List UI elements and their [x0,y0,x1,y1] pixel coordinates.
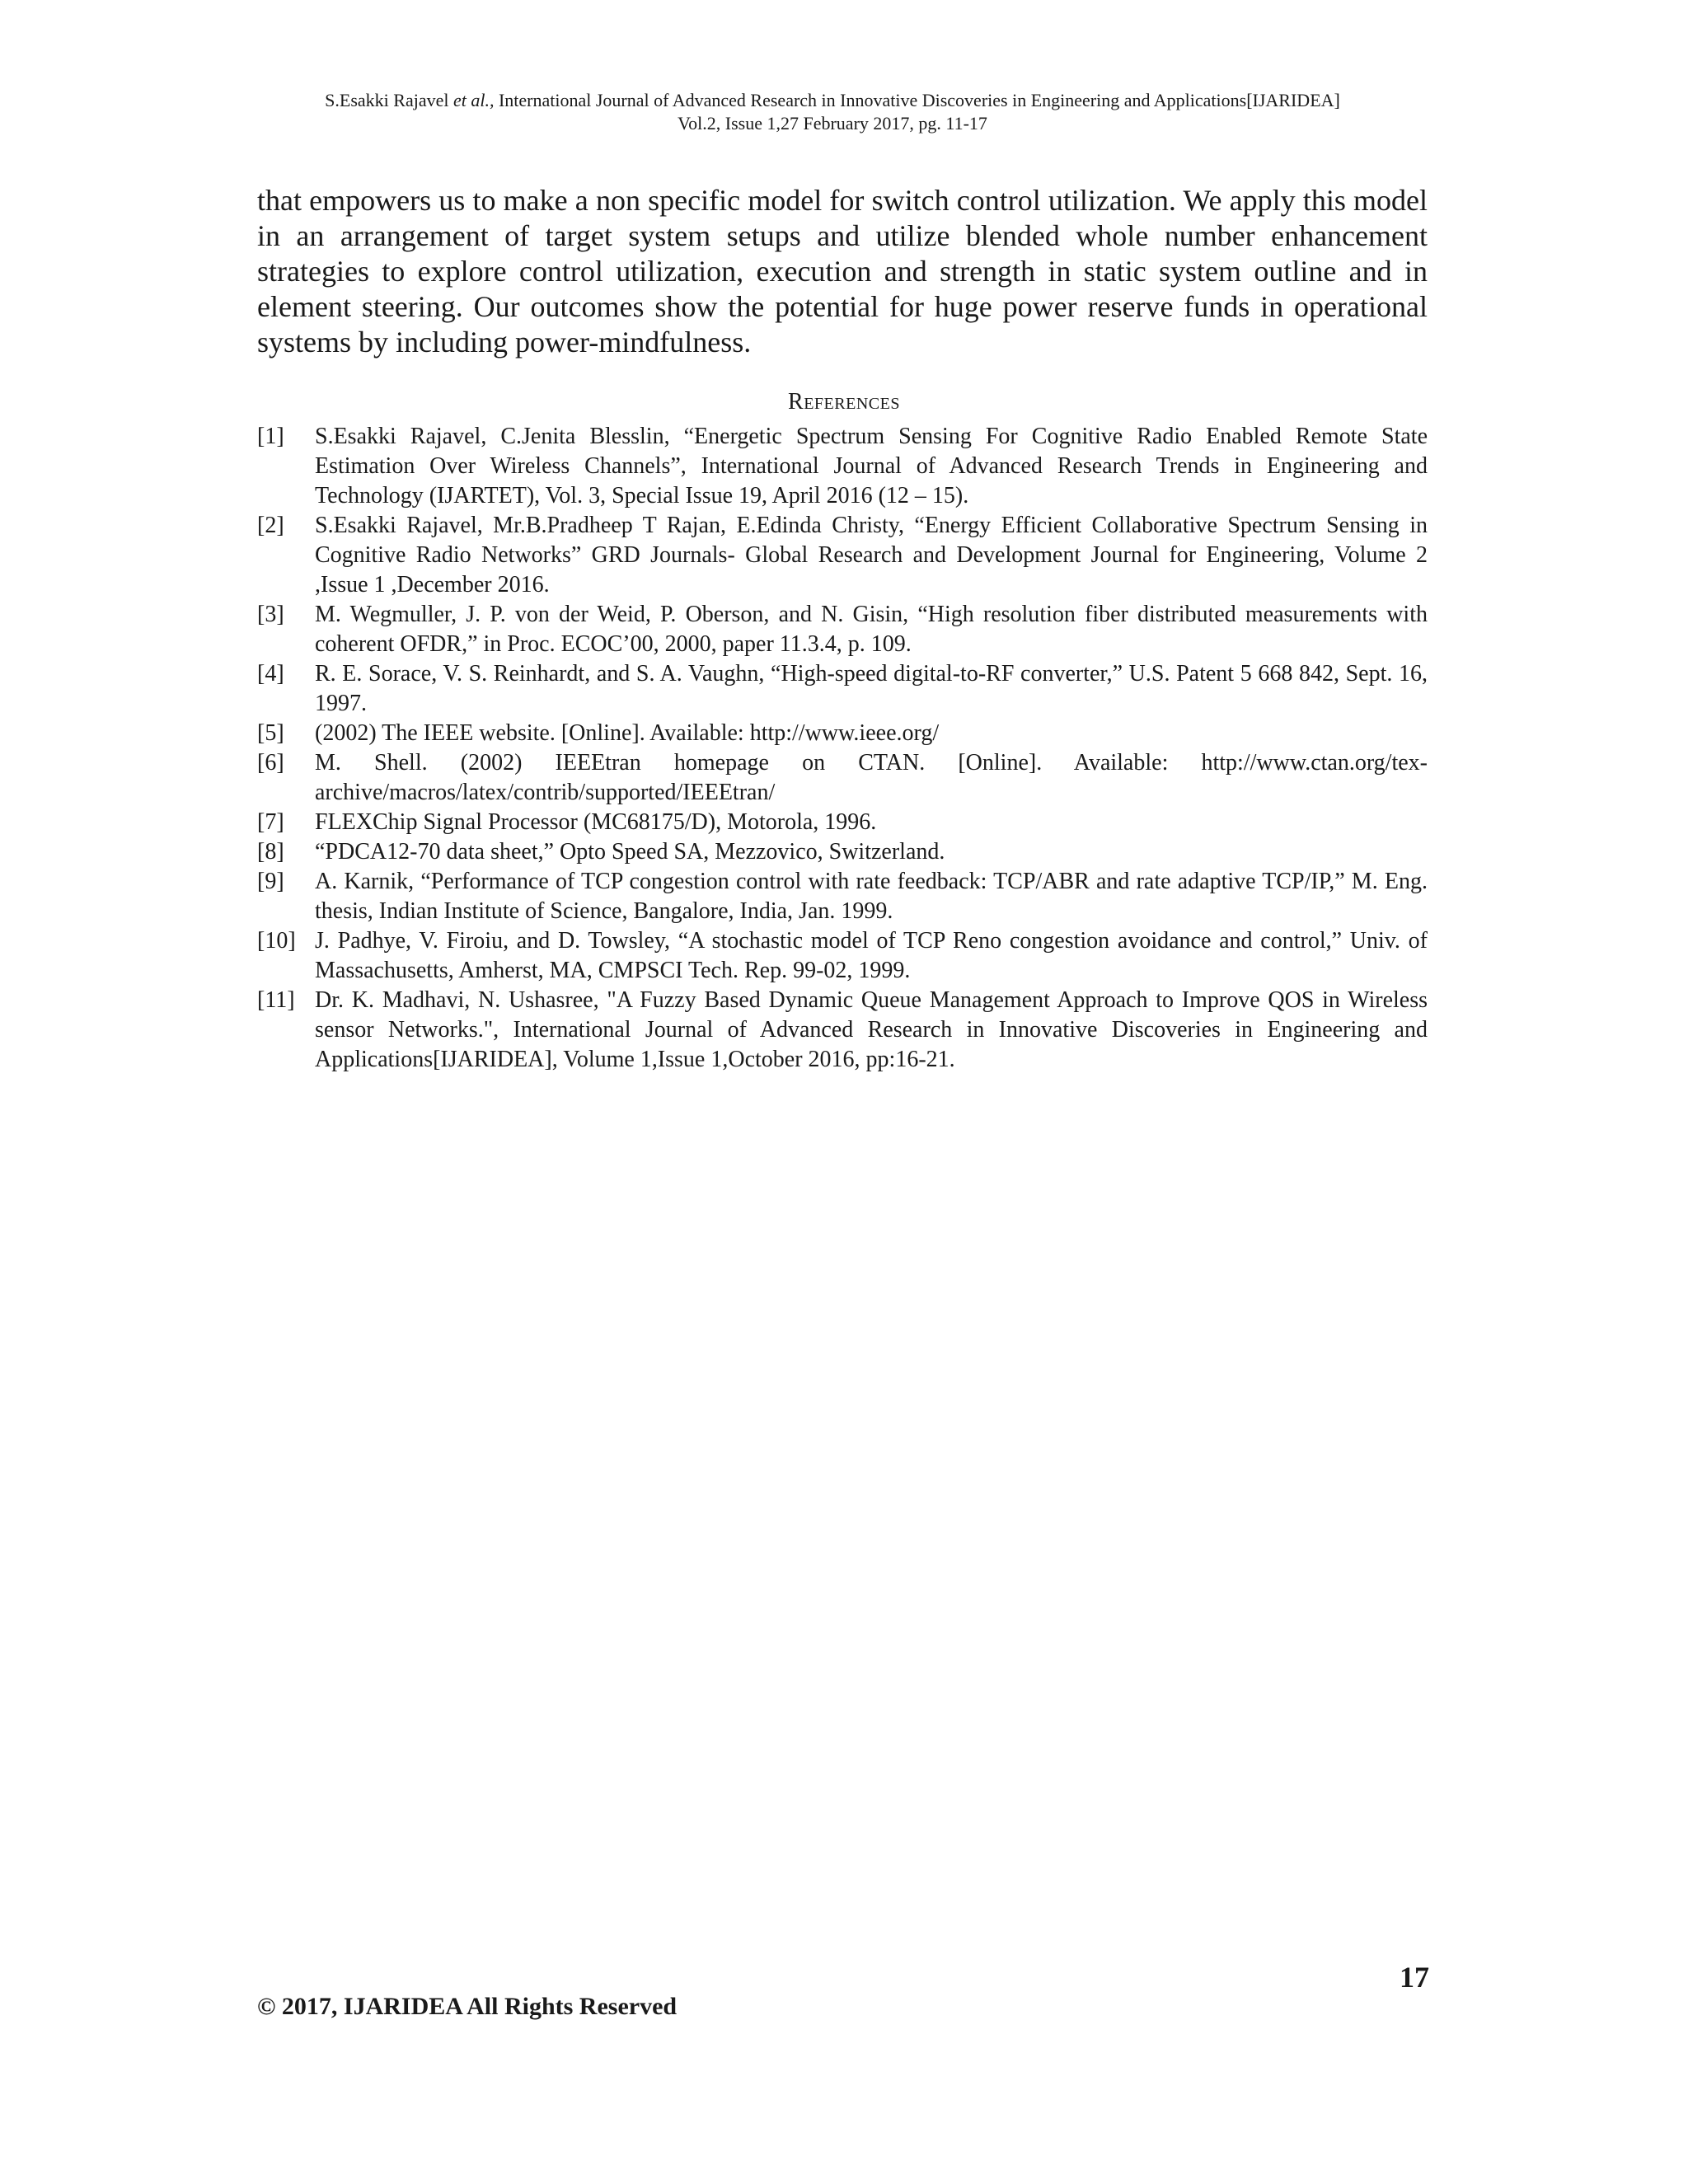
reference-number: [9] [257,869,284,894]
header-citation-line [247,89,1418,112]
reference-number: [3] [257,602,284,627]
reference-number: [10] [257,928,296,954]
reference-text: S.Esakki Rajavel, C.Jenita Blesslin, “Energetic Spectrum Sensing For Cognitive Radio Enabled Remote State Estimation Over Wireless Channels”, International Journal of Advanced Research Trends in Engineering and Technology (IJARTET), Vol. 3, Special Issue 19, April 2016 (12 – 15). [315,424,1428,509]
reference-text: (2002) The IEEE website. [Online]. Available: http://www.ieee.org/ [315,720,940,746]
header-issue: Vol.2, Issue 1,27 February 2017, pg. 11-17 [678,113,987,134]
body-paragraph: that empowers us to make a non specific model for switch control utilization. We apply this model in an arrangement of target system setups and utilize blended whole number enhancement strategies to explore control utilization, execution and strength in static system outline and in element steering. Our outcomes show the potential for huge power reserve funds in operational systems by including power-mindfulness. [257,184,1428,359]
reference-number: [1] [257,424,284,449]
references-heading: References [788,389,900,415]
header-journal: International Journal of Advanced Research in Innovative Discoveries in Engineering and Applications[IJARIDEA] [498,90,1340,110]
reference-item [257,926,1428,986]
reference-number: [5] [257,720,284,746]
reference-item [257,659,1428,719]
header-author: S.Esakki Rajavel [325,90,449,110]
reference-item [257,422,1428,511]
reference-item [257,867,1428,926]
reference-text: M. Wegmuller, J. P. von der Weid, P. Oberson, and N. Gisin, “High resolution fiber distributed measurements with coherent OFDR,” in Proc. ECOC’00, 2000, paper 11.3.4, p. 109. [315,602,1428,657]
reference-text: “PDCA12-70 data sheet,” Opto Speed SA, Mezzovico, Switzerland. [315,839,945,865]
reference-text: Dr. K. Madhavi, N. Ushasree, "A Fuzzy Based Dynamic Queue Management Approach to Improve QOS in Wireless sensor Networks.", International Journal of Advanced Research in Innovative Discoveries in Engineering and Applications[IJARIDEA], Volume 1,Issue 1,October 2016, pp:16-21. [315,987,1428,1072]
reference-number: [7] [257,809,284,835]
header-author-etal: et al., [452,90,495,110]
reference-text: R. E. Sorace, V. S. Reinhardt, and S. A. Vaughn, “High-speed digital-to-RF converter,” U.S. Patent 5 668 842, Sept. 16, 1997. [315,661,1428,716]
reference-item [257,986,1428,1075]
reference-number: [11] [257,987,295,1013]
reference-item [257,837,1428,867]
reference-number: [4] [257,661,284,687]
reference-item [257,600,1428,659]
page-number: 17 [1400,1961,1429,1994]
reference-text: J. Padhye, V. Firoiu, and D. Towsley, “A stochastic model of TCP Reno congestion avoidance and control,” Univ. of Massachusetts, Amherst, MA, CMPSCI Tech. Rep. 99-02, 1999. [315,928,1428,983]
reference-text: M. Shell. (2002) IEEEtran homepage on CTAN. [Online]. Available: http://www.ctan.org/tex-archive/macros/latex/contrib/supported/IEEEtran/ [315,750,1428,805]
reference-item [257,511,1428,600]
copyright-footer: © 2017, IJARIDEA All Rights Reserved [257,1993,678,2020]
reference-item [257,719,1428,748]
running-header [247,89,1418,135]
reference-item [257,808,1428,837]
reference-number: [2] [257,513,284,538]
reference-number: [6] [257,750,284,776]
reference-text: FLEXChip Signal Processor (MC68175/D), Motorola, 1996. [315,809,877,835]
reference-text: S.Esakki Rajavel, Mr.B.Pradheep T Rajan, E.Edinda Christy, “Energy Efficient Collaborative Spectrum Sensing in Cognitive Radio Networks” GRD Journals- Global Research and Development Journal for Engineering, Volume 2 ,Issue 1 ,December 2016. [315,513,1428,598]
reference-item [257,748,1428,808]
reference-text: A. Karnik, “Performance of TCP congestion control with rate feedback: TCP/ABR and rate adaptive TCP/IP,” M. Eng. thesis, Indian Institute of Science, Bangalore, India, Jan. 1999. [315,869,1428,924]
references-list [257,422,1428,1075]
reference-number: [8] [257,839,284,865]
